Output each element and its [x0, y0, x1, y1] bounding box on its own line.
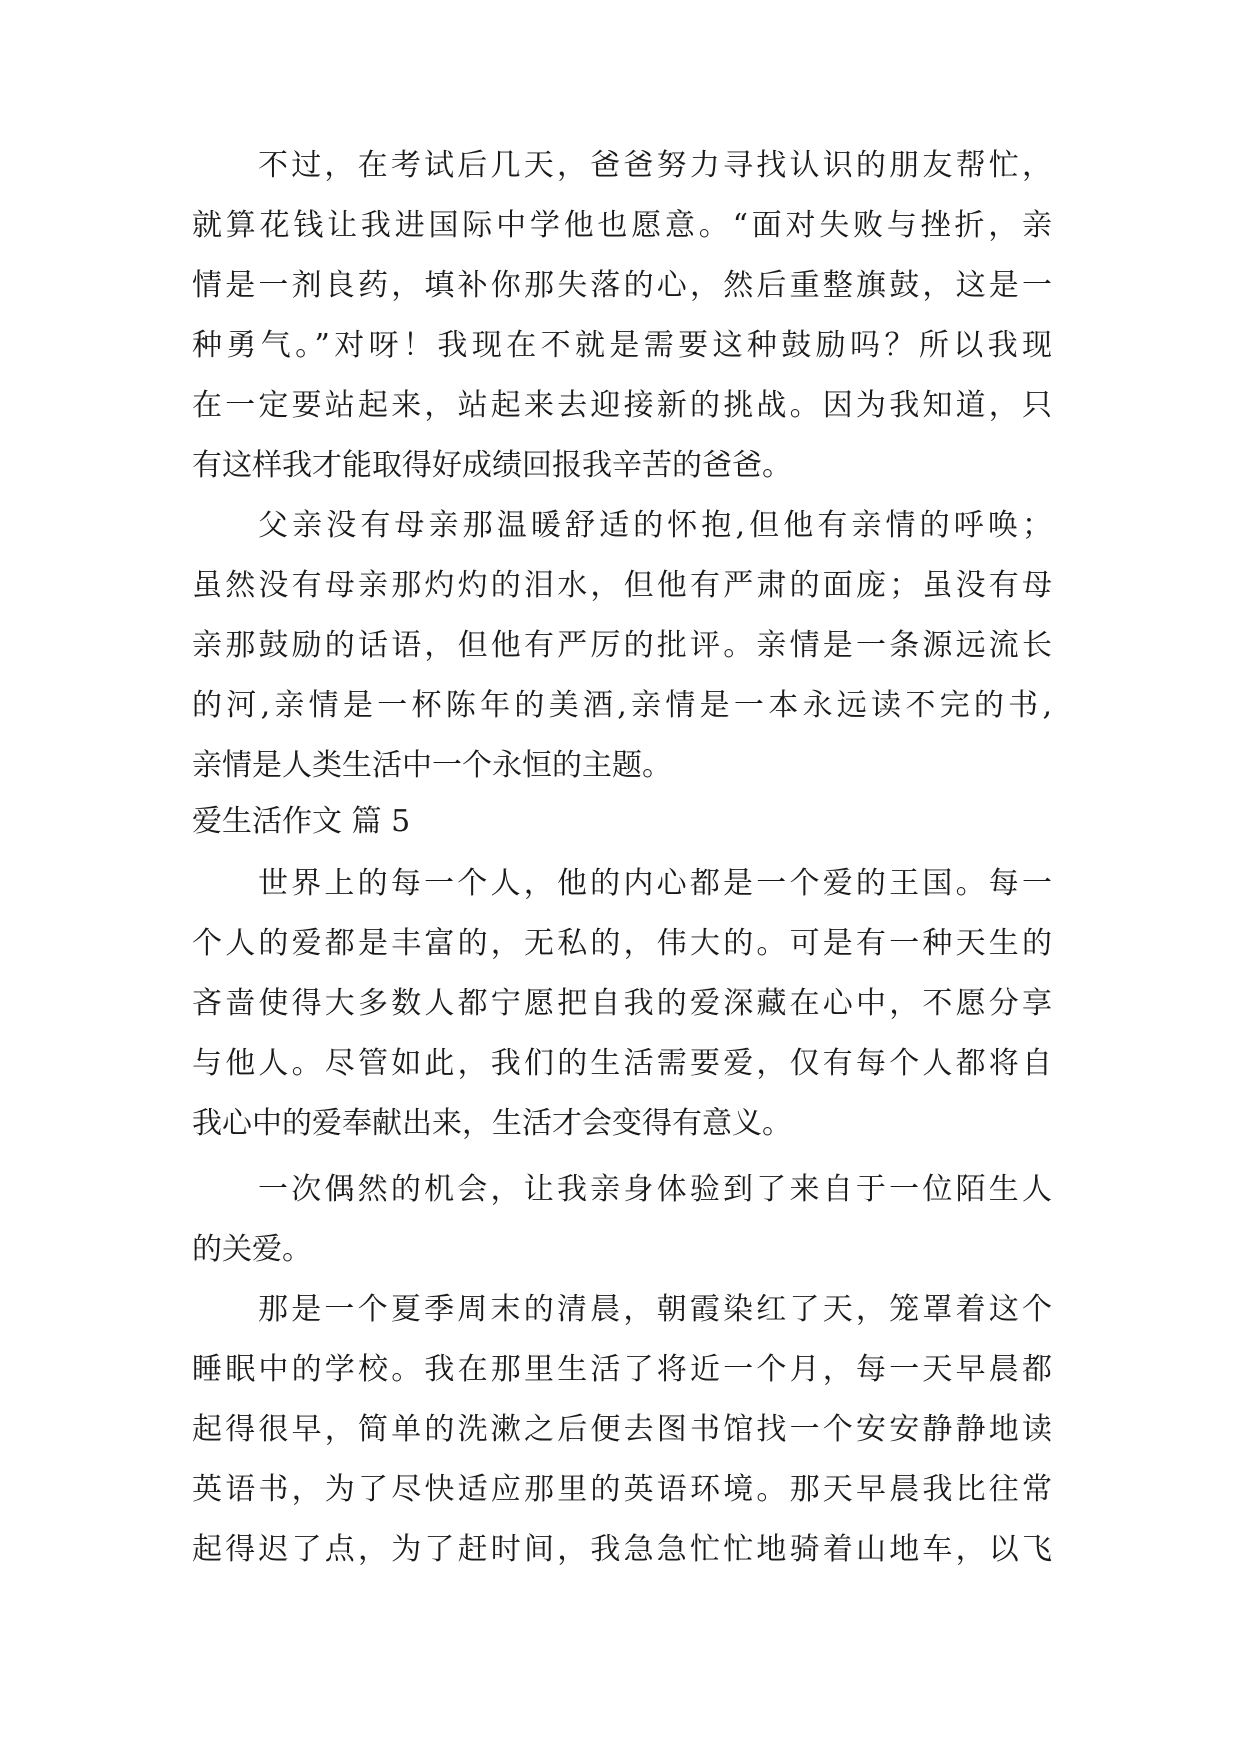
text-line: 英语书，为了尽快适应那里的英语环境。那天早晨我比往常: [192, 1472, 1052, 1507]
text-line: 世界上的每一个人，他的内心都是一个爱的王国。每一: [258, 866, 1052, 901]
text-line: 起得很早，简单的洗漱之后便去图书馆找一个安安静静地读: [192, 1412, 1052, 1447]
text-line: 有这样我才能取得好成绩回报我辛苦的爸爸。: [192, 448, 792, 483]
text-line: 就算花钱让我进国际中学他也愿意。“面对失败与挫折，亲: [192, 208, 1052, 243]
text-line: 虽然没有母亲那灼灼的泪水，但他有严肃的面庞；虽没有母: [192, 568, 1052, 603]
text-line: 睡眠中的学校。我在那里生活了将近一个月，每一天早晨都: [192, 1352, 1052, 1387]
text-line: 的河,亲情是一杯陈年的美酒,亲情是一本永远读不完的书,: [192, 688, 1052, 723]
text-line: 情是一剂良药，填补你那失落的心，然后重整旗鼓，这是一: [192, 268, 1052, 303]
text-line: 在一定要站起来，站起来去迎接新的挑战。因为我知道，只: [192, 388, 1052, 423]
text-line: 亲那鼓励的话语，但他有严厉的批评。亲情是一条源远流长: [192, 628, 1052, 663]
text-line: 我心中的爱奉献出来，生活才会变得有意义。: [192, 1106, 792, 1141]
text-line: 那是一个夏季周末的清晨，朝霞染红了天，笼罩着这个: [258, 1292, 1052, 1327]
text-line: 不过，在考试后几天，爸爸努力寻找认识的朋友帮忙，: [258, 148, 1052, 183]
text-line: 父亲没有母亲那温暖舒适的怀抱,但他有亲情的呼唤；: [258, 508, 1052, 543]
text-line: 起得迟了点，为了赶时间，我急急忙忙地骑着山地车，以飞: [192, 1532, 1052, 1567]
text-line: 亲情是人类生活中一个永恒的主题。: [192, 748, 672, 783]
text-line: 个人的爱都是丰富的，无私的，伟大的。可是有一种天生的: [192, 926, 1052, 961]
text-line: 与他人。尽管如此，我们的生活需要爱，仅有每个人都将自: [192, 1046, 1052, 1081]
text-line: 吝啬使得大多数人都宁愿把自我的爱深藏在心中，不愿分享: [192, 986, 1052, 1021]
text-line: 种勇气。”对呀！我现在不就是需要这种鼓励吗？所以我现: [192, 328, 1052, 363]
text-line: 的关爱。: [192, 1232, 312, 1267]
text-line: 一次偶然的机会，让我亲身体验到了来自于一位陌生人: [258, 1172, 1052, 1207]
section-title: 爱生活作文 篇 5: [192, 804, 411, 839]
